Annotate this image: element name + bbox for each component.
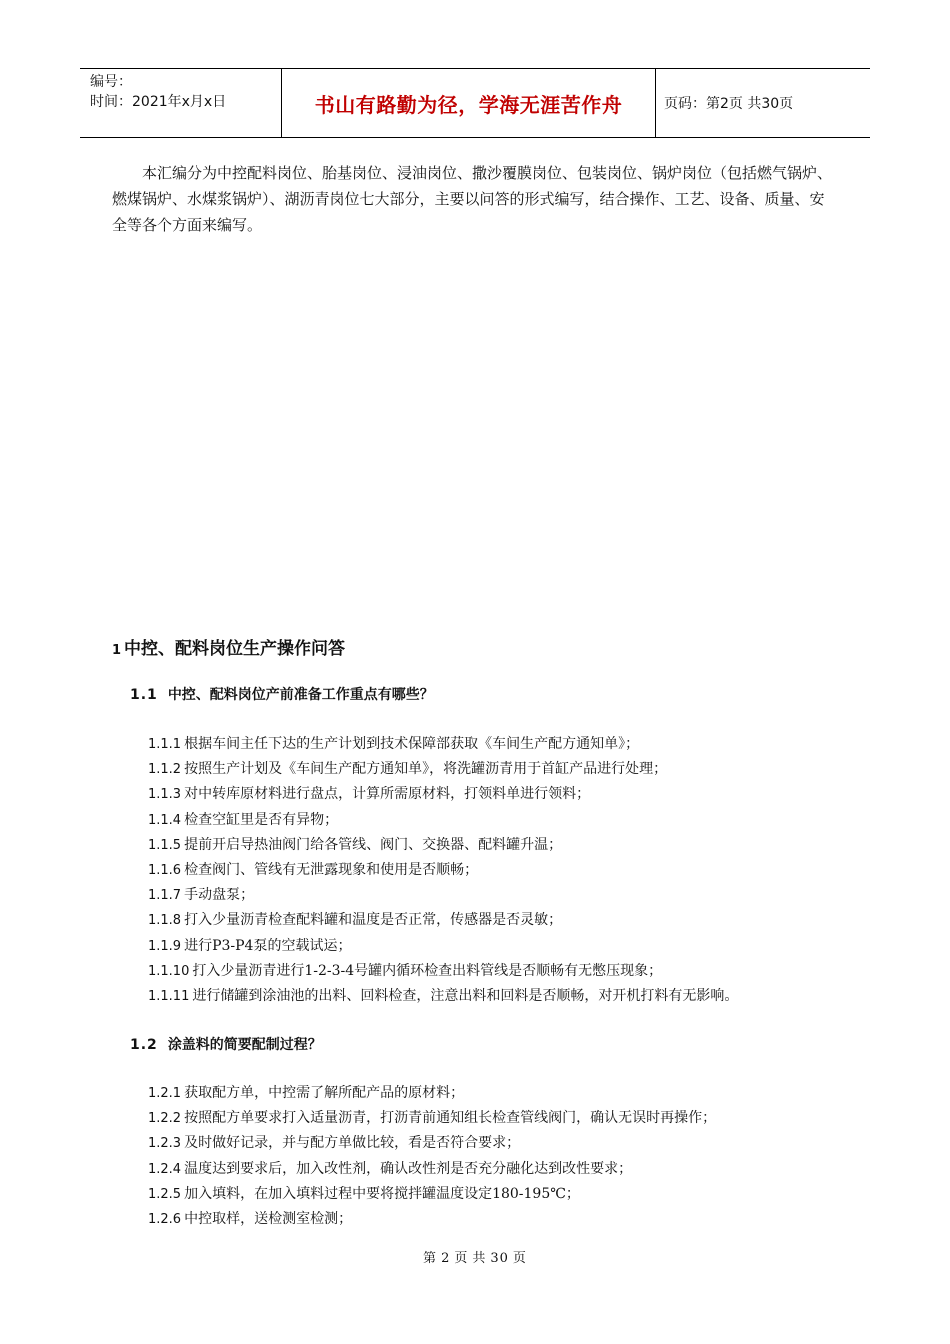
- section-list: [148, 1081, 716, 1232]
- list-item: 1.1.9 进行P3-P4泵的空载试运；: [148, 937, 352, 954]
- list-item: 1.1.11 进行储罐到涂油池的出料、回料检查，注意出料和回料是否顺畅，对开机打料有无影响。: [148, 988, 739, 1005]
- section-heading: [130, 684, 434, 704]
- document-number-label: 编号：: [90, 74, 132, 90]
- chapter-heading: [112, 634, 345, 659]
- list-item: 1.1.5 提前开启导热油阀门给各管线、阀门、交换器、配料罐升温；: [148, 836, 563, 853]
- section-list: [148, 732, 738, 1009]
- list-item: 1.1.3 对中转库原材料进行盘点，计算所需原材料，打领料单进行领料；: [148, 786, 591, 803]
- list-item: 1.1.1 根据车间主任下达的生产计划到技术保障部获取《车间生产配方通知单》；: [148, 736, 640, 752]
- list-item: 1.1.8 打入少量沥青检查配料罐和温度是否正常，传感器是否灵敏；: [148, 912, 563, 929]
- list-item: 1.2.3 及时做好记录，并与配方单做比较，看是否符合要求；: [148, 1135, 521, 1152]
- section-number: 1.1: [130, 687, 158, 703]
- page-header: [80, 68, 870, 138]
- section-number: 1.2: [130, 1037, 158, 1053]
- header-page-label: 页码：第2页 共30页: [664, 96, 794, 112]
- list-item: 1.1.7 手动盘泵；: [148, 887, 255, 904]
- list-item: 1.2.4 温度达到要求后，加入改性剂，确认改性剂是否充分融化达到改性要求；: [148, 1160, 633, 1177]
- list-item: 1.2.6 中控取样，送检测室检测；: [148, 1211, 353, 1228]
- header-meta: [80, 69, 282, 137]
- section-title: 中控、配料岗位产前准备工作重点有哪些？: [167, 687, 434, 703]
- footer-page-number: 2: [441, 1251, 451, 1266]
- list-item: 1.1.4 检查空缸里是否有异物；: [148, 811, 339, 828]
- section-heading: [130, 1034, 322, 1054]
- chapter-number: 1: [112, 643, 122, 658]
- list-item: 1.1.6 检查阀门、管线有无泄露现象和使用是否顺畅；: [148, 862, 479, 879]
- list-item: 1.1.10 打入少量沥青进行1-2-3-4号罐内循环检查出料管线是否顺畅有无憋压现象；: [148, 962, 663, 979]
- intro-paragraph: 本汇编分为中控配料岗位、胎基岗位、浸油岗位、撒沙覆膜岗位、包装岗位、锅炉岗位（包括燃气锅炉、燃煤锅炉、水煤浆锅炉）、湖沥青岗位七大部分，主要以问答的形式编写，结合操作、工艺、设备、质量、安全等各个方面来编写。: [112, 164, 833, 234]
- section-title: 涂盖料的简要配制过程？: [167, 1037, 322, 1053]
- page-footer: 第 2 页 共 30 页: [423, 1251, 527, 1266]
- list-item: 1.2.5 加入填料，在加入填料过程中要将搅拌罐温度设定180-195℃；: [148, 1185, 580, 1202]
- list-item: 1.1.2 按照生产计划及《车间生产配方通知单》，将洗罐沥青用于首缸产品进行处理；: [148, 761, 668, 778]
- footer-total-pages: 30: [490, 1251, 509, 1266]
- chapter-title: 中控、配料岗位生产操作问答: [124, 639, 346, 659]
- document-date-label: 时间：2021年x月x日: [90, 94, 227, 110]
- list-item: 1.2.2 按照配方单要求打入适量沥青，打沥青前通知组长检查管线阀门，确认无误时再操作；: [148, 1110, 717, 1127]
- list-item: 1.2.1 获取配方单，中控需了解所配产品的原材料；: [148, 1085, 465, 1101]
- header-motto: 书山有路勤为径，学海无涯苦作舟: [282, 69, 656, 137]
